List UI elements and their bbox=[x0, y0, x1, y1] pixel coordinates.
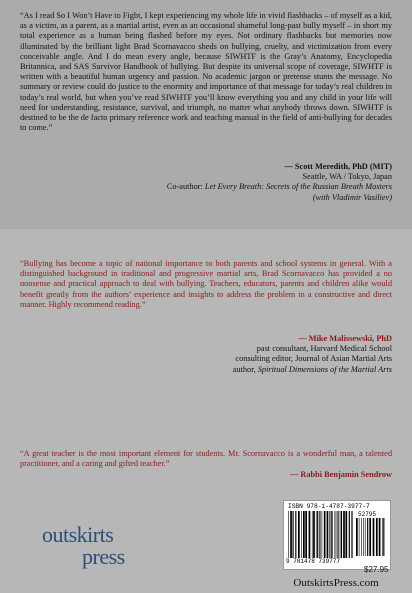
barcode-bar bbox=[367, 518, 368, 556]
logo-word-press: press bbox=[82, 544, 125, 569]
barcode-bar bbox=[361, 518, 362, 556]
barcode-bar bbox=[317, 511, 318, 558]
credential-2: consulting editor, Journal of Asian Martial Arts bbox=[235, 354, 392, 364]
coauthor-line: Co-author: Let Every Breath: Secrets of the Russian Breath Masters bbox=[166, 182, 392, 192]
barcode-bar bbox=[365, 518, 366, 556]
author-location: Seattle, WA / Tokyo, Japan bbox=[302, 172, 392, 182]
quote-meredith: “As I read So I Won’t Have to Fight, I kept experiencing my whole life in vivid flashbacks – of myself as a kid, as a victim, as a parent, as a martial artist, even as an occasional shameful long-past bully myself – in short my total experience as a human being flashed before my eyes. Not ordinary flashbacks but memories now illuminated by the brilliant light Brad Scornavacco sheds on bullying, cruelty, and victimization from every conceivable angle. And I do mean every angle, because SIWHTF is the Gray’s Anatomy, Encyclopedia Britannica, and SAS Survivor Handbook of bullying. But despite its universal scope of coverage, SIWHTF is written with a beautiful human urgency and passion. No academic jargon or pretense stunts the message. No summary or review could do justice to the enormity and importance of that message for today’s real children in today’s real world, but when you’ve read SIWHTF you’ll know everything you and any child in your life will need for understanding, resistance, survival, and triumph, no matter what anybody throws down. SIWHTF is destined to be the de facto primary reference work and teaching manual in the field of anti-bullying for decades to come.” bbox=[20, 11, 392, 133]
barcode-bar bbox=[351, 511, 352, 558]
barcode-bar bbox=[349, 511, 350, 558]
barcode-bar bbox=[313, 511, 315, 558]
barcode-bar bbox=[379, 518, 381, 556]
barcode-bar bbox=[327, 511, 329, 558]
barcode-bar bbox=[312, 511, 313, 558]
supplement-digits: 52795 bbox=[358, 511, 377, 518]
barcode-bar bbox=[322, 511, 323, 558]
credential-book-title: Spiritual Dimensions of the Martial Arts bbox=[257, 364, 392, 374]
barcode-bar bbox=[293, 511, 294, 558]
barcode-bar bbox=[363, 518, 364, 556]
barcode-bar bbox=[337, 511, 338, 558]
coauthor-book-title: Let Every Breath: Secrets of the Russian Breath Masters bbox=[204, 182, 392, 192]
barcode-bar bbox=[340, 511, 341, 558]
isbn-text: ISBN 978-1-4787-3977-7 bbox=[288, 503, 370, 510]
barcode-bar bbox=[329, 511, 330, 558]
barcode-bar bbox=[352, 511, 353, 558]
barcode-bar bbox=[336, 511, 337, 558]
barcode-bar bbox=[288, 511, 289, 558]
price-label: $27.95 bbox=[364, 565, 389, 574]
author-malissewski: — Mike Malissewski, PhD bbox=[298, 334, 392, 343]
ean-barcode bbox=[288, 511, 354, 558]
author-meredith: — Scott Meredith, PhD (MIT) bbox=[284, 162, 392, 171]
credential-3: author, Spiritual Dimensions of the Martial Arts bbox=[232, 364, 392, 374]
barcode-bar bbox=[359, 518, 360, 556]
barcode-bar bbox=[341, 511, 342, 558]
barcode-bar bbox=[301, 511, 302, 558]
barcode-bar bbox=[331, 511, 332, 558]
barcode-bar bbox=[295, 511, 296, 558]
barcode-bar bbox=[309, 511, 311, 558]
barcode-bar bbox=[343, 511, 345, 558]
supplement-barcode bbox=[356, 518, 386, 556]
barcode-bar bbox=[345, 511, 347, 558]
credential-1: past consultant, Harvard Medical School bbox=[256, 344, 392, 354]
barcode-bar bbox=[335, 511, 336, 558]
ean-digits: 9 781478 739777 bbox=[286, 558, 341, 565]
barcode-bar bbox=[369, 518, 371, 556]
barcode-bar bbox=[298, 511, 300, 558]
barcode-bar bbox=[373, 518, 375, 556]
attribution-malissewski bbox=[20, 334, 392, 375]
quote-sendrow: “A great teacher is the most important element for students. Mr. Scornavacco is a wonderful man, a talented practitioner, and a caring and gifted teacher.” bbox=[20, 449, 392, 469]
attribution-meredith bbox=[20, 162, 392, 203]
barcode-bar bbox=[316, 511, 317, 558]
author-sendrow: — Rabbi Benjamin Sendrow bbox=[290, 470, 392, 479]
publisher-website: OutskirtsPress.com bbox=[293, 577, 379, 589]
barcode-bar bbox=[305, 511, 307, 558]
barcode-bar bbox=[324, 511, 326, 558]
barcode-bar bbox=[356, 518, 358, 556]
outskirts-press-logo bbox=[38, 520, 138, 570]
barcode-bar bbox=[332, 511, 333, 558]
barcode-bar bbox=[382, 518, 383, 556]
barcode-bar bbox=[376, 518, 378, 556]
barcode-bar bbox=[290, 511, 292, 558]
barcode-panel bbox=[283, 500, 391, 570]
quote-malissewski: “Bullying has become a topic of national importance to both parents and school systems in general. With a distinguished background in traditional and progressive martial arts, Brad Scornavacco has provided a no nonsense and practical approach to deal with bullying. Teachers, educators, parents and children alike would benefit greatly from the authors’ experience and insights to address the problem in a constructive and direct manner. Highly recommend reading.” bbox=[20, 259, 392, 309]
coauthor-with: (with Vladimir Vasiliev) bbox=[312, 192, 392, 202]
barcode-bar bbox=[303, 511, 305, 558]
barcode-bar bbox=[319, 511, 320, 558]
logo-word-outskirts: outskirts bbox=[42, 522, 114, 547]
barcode-bar bbox=[383, 518, 384, 556]
